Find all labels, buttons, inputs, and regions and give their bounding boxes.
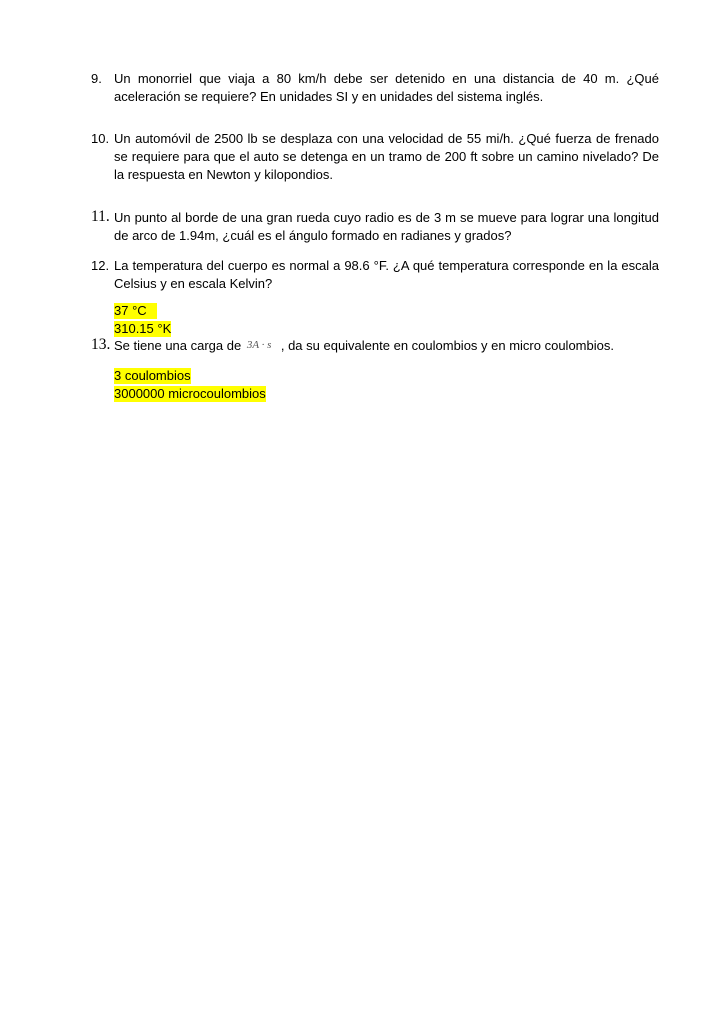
answer-highlight: 310.15 °K — [114, 321, 172, 336]
problem-11 — [91, 209, 659, 245]
problem-12 — [91, 257, 659, 338]
problem-9 — [91, 70, 659, 106]
problem-number: 10. — [91, 131, 110, 146]
answers-block — [114, 367, 659, 403]
problem-text-before: Se tiene una carga de — [114, 338, 242, 353]
problem-text — [114, 337, 659, 356]
problem-text: Un automóvil de 2500 lb se desplaza con una velocidad de 55 mi/h. ¿Qué fuerza de frenado se requiere para que el auto se detenga en un tramo de 200 ft sobre un camino nivelado? De la respuesta en Newton y kilopondios. — [114, 131, 659, 182]
answer-highlight: 3 coulombios — [114, 368, 191, 383]
problem-number: 12. — [91, 258, 110, 273]
charge-formula: 3A · s — [246, 339, 272, 351]
problem-text-after: , da su equivalente en coulombios y en micro coulombios. — [280, 338, 614, 353]
problem-number: 13. — [91, 336, 111, 353]
problem-text: Un monorriel que viaja a 80 km/h debe ser detenido en una distancia de 40 m. ¿Qué aceleración se requiere? En unidades SI y en unidades del sistema inglés. — [114, 71, 659, 104]
problem-text: Un punto al borde de una gran rueda cuyo radio es de 3 m se mueve para lograr una longitud de arco de 1.94m, ¿cuál es el ángulo formado en radianes y grados? — [114, 210, 659, 243]
answers-block — [114, 302, 659, 338]
problem-10 — [91, 130, 659, 184]
problem-13 — [91, 337, 659, 403]
answer-highlight: 3000000 microcoulombios — [114, 386, 266, 401]
answer-highlight: 37 °C — [114, 303, 157, 319]
problem-number: 9. — [91, 71, 102, 86]
problem-number: 11. — [91, 208, 110, 225]
problem-text: La temperatura del cuerpo es normal a 98.6 °F. ¿A qué temperatura corresponde en la escala Celsius y en escala Kelvin? — [114, 258, 659, 291]
